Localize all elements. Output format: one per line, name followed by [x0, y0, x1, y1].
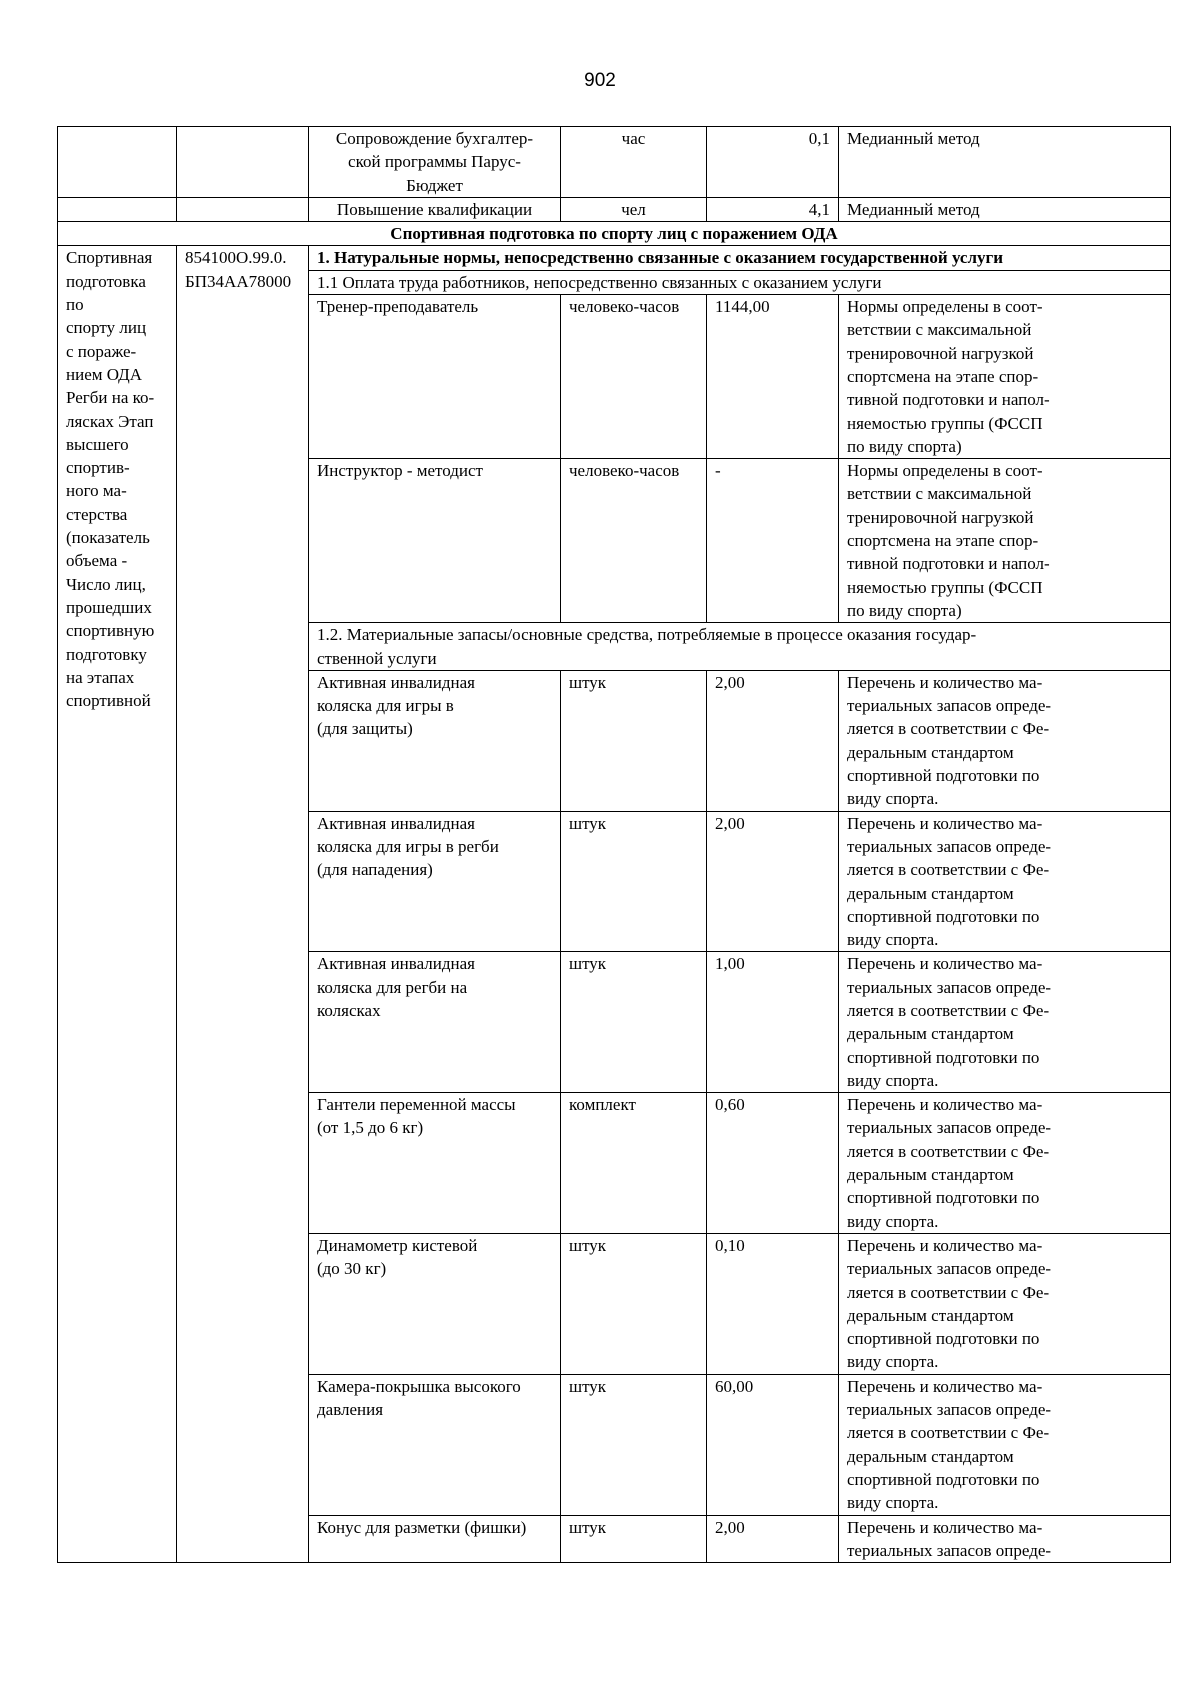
- item-note: Нормы определены в соот- ветствии с максимальной тренировочной нагрузкой спортсмена на этапе спор- тивной подготовки и напол- няемостью группы (ФССП по виду спорта): [839, 295, 1171, 459]
- item-name: Динамометр кистевой (до 30 кг): [309, 1233, 561, 1374]
- page-number: 902: [584, 70, 616, 91]
- heading-labor: 1.1 Оплата труда работников, непосредственно связанных с оказанием услуги: [309, 270, 1171, 294]
- table-row: [58, 127, 1171, 198]
- item-unit: чел: [561, 197, 707, 221]
- item-unit: штук: [561, 1515, 707, 1563]
- item-value: 2,00: [707, 811, 839, 952]
- item-name: Гантели переменной массы (от 1,5 до 6 кг): [309, 1093, 561, 1234]
- item-name: Активная инвалидная коляска для регби на колясках: [309, 952, 561, 1093]
- item-value: 1,00: [707, 952, 839, 1093]
- service-name: Спортивная подготовка по спорту лиц с пораже- нием ОДА Регби на ко- лясках Этап высшего спортив- ного ма- стерства (показатель объема - Число лиц, прошедших спортивную подготовку на этапах спортивной: [58, 246, 177, 1563]
- item-unit: штук: [561, 811, 707, 952]
- item-unit: штук: [561, 1233, 707, 1374]
- item-value: 2,00: [707, 1515, 839, 1563]
- empty-cell: [177, 127, 309, 198]
- item-name: Повышение квалификации: [309, 197, 561, 221]
- item-note: Перечень и количество ма- териальных запасов опреде- ляется в соответствии с Фе- деральным стандартом спортивной подготовки по виду спорта.: [839, 1233, 1171, 1374]
- item-unit: человеко-часов: [561, 459, 707, 623]
- empty-cell: [177, 197, 309, 221]
- section-row: [58, 222, 1171, 246]
- item-method: Медианный метод: [839, 197, 1171, 221]
- item-value: -: [707, 459, 839, 623]
- heading-natural-norms: 1. Натуральные нормы, непосредственно связанные с оказанием государственной услуги: [309, 246, 1171, 270]
- item-unit: час: [561, 127, 707, 198]
- section-title: Спортивная подготовка по спорту лиц с поражением ОДА: [58, 222, 1171, 246]
- item-name: Конус для разметки (фишки): [309, 1515, 561, 1563]
- empty-cell: [58, 127, 177, 198]
- item-method: Медианный метод: [839, 127, 1171, 198]
- item-name: Тренер-преподаватель: [309, 295, 561, 459]
- norms-table: [57, 126, 1171, 1563]
- item-value: 4,1: [707, 197, 839, 221]
- item-name: Камера-покрышка высокого давления: [309, 1374, 561, 1515]
- heading-materials: 1.2. Материальные запасы/основные средства, потребляемые в процессе оказания государ- ственной услуги: [309, 623, 1171, 671]
- table-row: [58, 197, 1171, 221]
- item-value: 0,10: [707, 1233, 839, 1374]
- item-note: Перечень и количество ма- териальных запасов опреде- ляется в соответствии с Фе- деральным стандартом спортивной подготовки по виду спорта.: [839, 811, 1171, 952]
- empty-cell: [58, 197, 177, 221]
- item-name: Сопровождение бухгалтер- ской программы Парус- Бюджет: [309, 127, 561, 198]
- item-unit: штук: [561, 670, 707, 811]
- item-value: 2,00: [707, 670, 839, 811]
- service-code: 854100О.99.0. БП34АА78000: [177, 246, 309, 1563]
- item-note: Перечень и количество ма- териальных запасов опреде- ляется в соответствии с Фе- деральным стандартом спортивной подготовки по виду спорта.: [839, 1093, 1171, 1234]
- item-value: 0,60: [707, 1093, 839, 1234]
- item-value: 1144,00: [707, 295, 839, 459]
- table-row: [58, 246, 1171, 270]
- item-unit: комплект: [561, 1093, 707, 1234]
- item-name: Активная инвалидная коляска для игры в (для защиты): [309, 670, 561, 811]
- item-value: 0,1: [707, 127, 839, 198]
- item-unit: штук: [561, 1374, 707, 1515]
- item-value: 60,00: [707, 1374, 839, 1515]
- item-note: Нормы определены в соот- ветствии с максимальной тренировочной нагрузкой спортсмена на этапе спор- тивной подготовки и напол- няемостью группы (ФССП по виду спорта): [839, 459, 1171, 623]
- item-note: Перечень и количество ма- териальных запасов опреде- ляется в соответствии с Фе- деральным стандартом спортивной подготовки по виду спорта.: [839, 952, 1171, 1093]
- item-unit: штук: [561, 952, 707, 1093]
- item-note: Перечень и количество ма- териальных запасов опреде- ляется в соответствии с Фе- деральным стандартом спортивной подготовки по виду спорта.: [839, 670, 1171, 811]
- item-name: Инструктор - методист: [309, 459, 561, 623]
- item-note: Перечень и количество ма- териальных запасов опреде-: [839, 1515, 1171, 1563]
- item-name: Активная инвалидная коляска для игры в регби (для нападения): [309, 811, 561, 952]
- item-unit: человеко-часов: [561, 295, 707, 459]
- item-note: Перечень и количество ма- териальных запасов опреде- ляется в соответствии с Фе- деральным стандартом спортивной подготовки по виду спорта.: [839, 1374, 1171, 1515]
